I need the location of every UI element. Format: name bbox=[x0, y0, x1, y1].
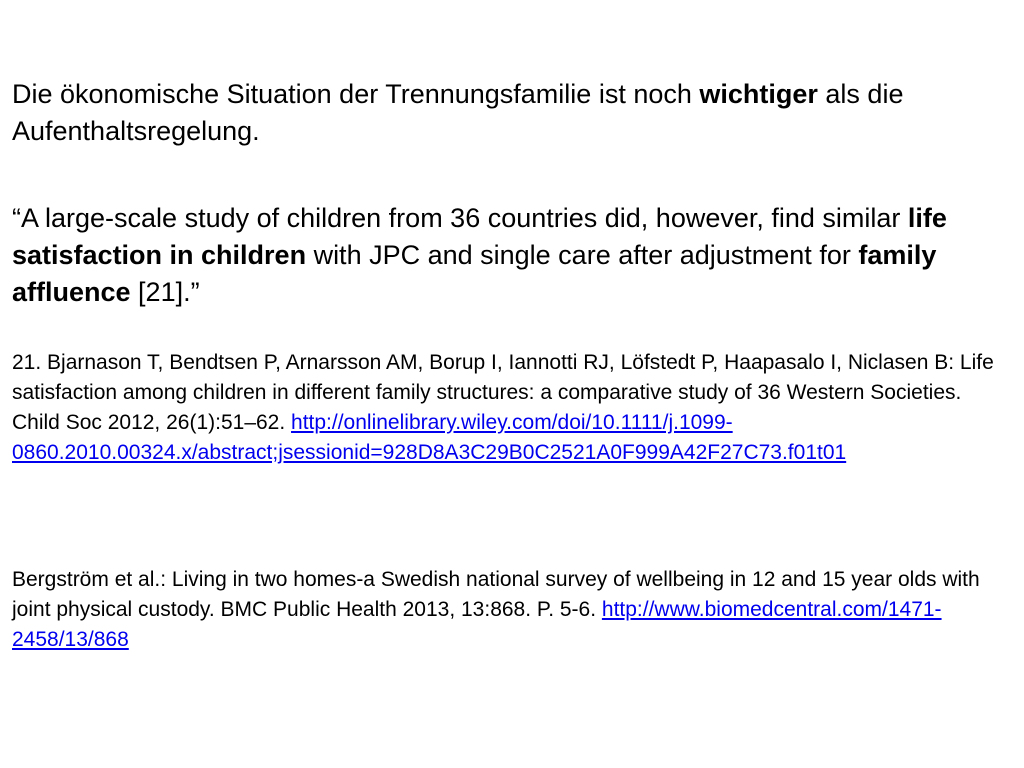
quote-bold-family-affluence: family affluence bbox=[12, 240, 937, 307]
paragraph-german-text-1: Die ökonomische Situation der Trennungsfamilie ist noch bbox=[12, 79, 700, 109]
paragraph-quote bbox=[12, 200, 1008, 311]
reference-bergstrom-text: Bergström et al.: Living in two homes-a Swedish national survey of wellbeing in 12 and 15 year olds with joint physical custody. BMC Public Health 2013, 13:868. P. 5-6. bbox=[12, 568, 980, 621]
reference-bjarnason-link[interactable]: http://onlinelibrary.wiley.com/doi/10.1111/j.1099-0860.2010.00324.x/abstract;jsessionid=928D8A3C29B0C2521A0F999A42F27C73.f01t01 bbox=[12, 411, 847, 464]
paragraph-german bbox=[12, 76, 1008, 150]
reference-bjarnason bbox=[12, 348, 1008, 468]
quote-bold-life-satisfaction: life satisfaction in children bbox=[12, 203, 947, 270]
quote-text-1: “A large-scale study of children from 36 countries did, however, find similar bbox=[12, 203, 908, 233]
reference-bjarnason-text: 21. Bjarnason T, Bendtsen P, Arnarsson AM, Borup I, Iannotti RJ, Löfstedt P, Haapasalo I, Niclasen B: Life satisfaction among children in different family structures: a comparative study of 36 Western Societies. Child Soc 2012, 26(1):51–62. bbox=[12, 351, 994, 434]
quote-text-2: with JPC and single care after adjustment for bbox=[306, 240, 859, 270]
paragraph-german-bold: wichtiger bbox=[699, 79, 818, 109]
paragraph-german-text-2: als die Aufenthaltsregelung. bbox=[12, 79, 904, 146]
reference-bergstrom-link[interactable]: http://www.biomedcentral.com/1471-2458/13/868 bbox=[12, 598, 942, 651]
quote-text-3: [21].” bbox=[130, 277, 200, 307]
reference-bergstrom bbox=[12, 565, 1008, 655]
slide bbox=[12, 0, 1012, 768]
